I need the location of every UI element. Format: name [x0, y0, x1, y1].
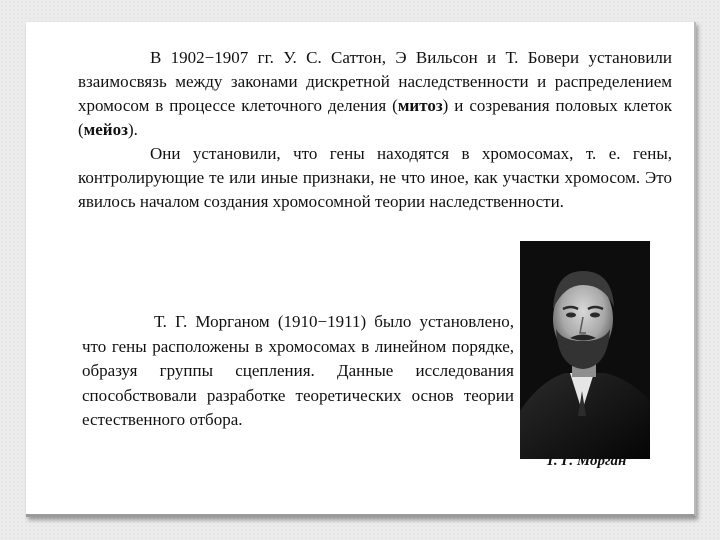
paragraph1-text-before: В 1902−1907 гг. У. С. Саттон, Э Вильсон и Т. Бовери установили взаимосвязь между законами дискретной наследственности и распределением хромосом в процессе клеточного деления ( — [78, 48, 672, 115]
term-meiosis: мейоз — [83, 120, 128, 139]
portrait-illustration — [520, 241, 650, 459]
photo-caption: Т. Г. Морган — [545, 453, 627, 469]
paragraph2-text: Они установили, что гены находятся в хромосомах, т. е. гены, контролирующие те или иные признаки, не что иное, как участки хромосом. Это явилось началом создания хромосомной теории наследственности. — [78, 144, 672, 211]
paragraph-chromosome-discovery — [78, 46, 672, 142]
slide-card — [26, 22, 696, 517]
paragraph3-text: Т. Г. Морганом (1910−1911) было установлено, что гены расположены в хромосомах в линейном порядке, образуя группы сцепления. Данные исследования способствовали разработке теоретических основ теории естественного отбора. — [82, 312, 514, 430]
paragraph1-text-end: ). — [127, 120, 138, 139]
paragraph-morgan-linkage — [82, 310, 514, 433]
paragraph-genes-in-chromosomes — [78, 142, 672, 214]
paragraph1-text-middle: ) и созревания половых клеток ( — [78, 96, 672, 139]
morgan-portrait-photo — [520, 241, 650, 459]
term-mitosis: митоз — [397, 96, 443, 115]
